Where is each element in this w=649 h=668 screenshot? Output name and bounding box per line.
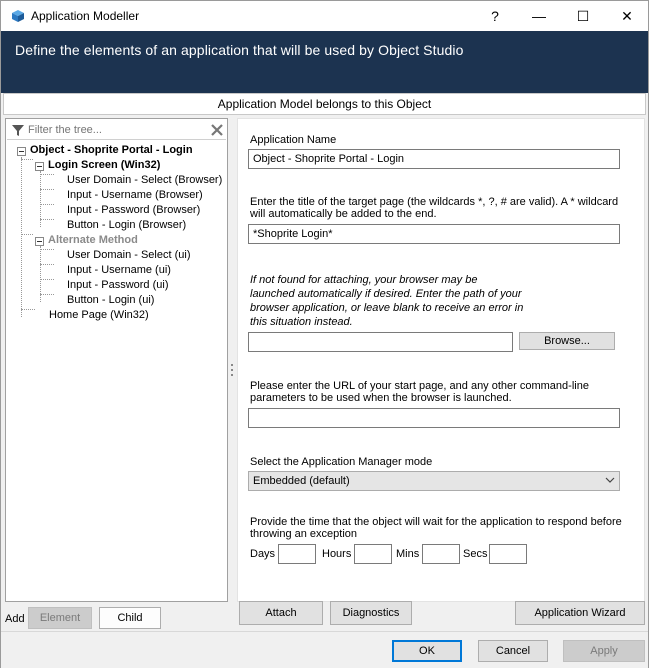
collapse-root-icon[interactable] xyxy=(17,147,26,156)
collapse-login-screen-icon[interactable] xyxy=(35,162,44,171)
path-label-line3: browser application, or leave blank to receive an error in xyxy=(250,302,524,314)
application-wizard-button[interactable]: Application Wizard xyxy=(515,601,645,625)
path-label-line4: this situation instead. xyxy=(250,316,353,328)
maximize-button[interactable]: ☐ xyxy=(576,7,590,24)
timeout-label-line1: Provide the time that the object will wait for the application to respond before xyxy=(250,516,622,528)
header-banner xyxy=(1,31,648,93)
title-bar xyxy=(1,1,648,31)
app-manager-mode-select[interactable] xyxy=(248,471,620,491)
minimize-button[interactable]: — xyxy=(532,8,546,24)
help-button[interactable]: ? xyxy=(491,8,499,24)
tree-node-login-browser[interactable]: Button - Login (Browser) xyxy=(67,219,187,231)
tree-node-user-domain-browser[interactable]: User Domain - Select (Browser) xyxy=(67,174,223,186)
tree-filter xyxy=(7,120,226,140)
timeout-label-line2: throwing an exception xyxy=(250,528,358,540)
cancel-button[interactable]: Cancel xyxy=(478,640,548,662)
attach-button[interactable]: Attach xyxy=(239,601,323,625)
hours-label: Hours xyxy=(322,548,352,560)
url-label-line2: parameters to be used when the browser is launched. xyxy=(250,392,512,404)
tree-node-home-page[interactable]: Home Page (Win32) xyxy=(49,309,149,321)
window-title: Application Modeller xyxy=(31,9,140,23)
dialog-button-bar xyxy=(1,631,648,668)
hours-input[interactable] xyxy=(354,544,392,564)
banner-text: Define the elements of an application that will be used by Object Studio xyxy=(15,42,464,58)
secs-label: Secs xyxy=(463,548,488,560)
mins-input[interactable] xyxy=(422,544,460,564)
window-title-input[interactable]: *Shoprite Login* xyxy=(248,224,620,244)
days-input[interactable] xyxy=(278,544,316,564)
chevron-down-icon xyxy=(605,475,615,485)
diagnostics-button[interactable]: Diagnostics xyxy=(330,601,412,625)
add-child-button[interactable]: Child xyxy=(99,607,161,629)
ok-button[interactable]: OK xyxy=(392,640,462,662)
tree-node-password-ui[interactable]: Input - Password (ui) xyxy=(67,279,169,291)
path-label-line1: If not found for attaching, your browser may be xyxy=(250,274,478,286)
tree-node-login-screen[interactable]: Login Screen (Win32) xyxy=(48,159,161,171)
mode-selected-value: Embedded (default) xyxy=(253,475,350,487)
browser-path-input[interactable] xyxy=(248,332,513,352)
tree-node-login-ui[interactable]: Button - Login (ui) xyxy=(67,294,155,306)
app-cube-icon xyxy=(11,9,25,23)
title-label-line2: will automatically be added to the end. xyxy=(250,208,437,220)
pane-splitter[interactable] xyxy=(230,361,234,391)
browse-button[interactable]: Browse... xyxy=(519,332,615,350)
properties-pane xyxy=(237,118,645,602)
add-element-button[interactable]: Element xyxy=(28,607,92,629)
app-name-input[interactable]: Object - Shoprite Portal - Login xyxy=(248,149,620,169)
tree-pane xyxy=(5,118,228,602)
mins-label: Mins xyxy=(396,548,420,560)
path-label-line2: launched automatically if desired. Enter the path of your xyxy=(250,288,522,300)
tree-node-root[interactable]: Object - Shoprite Portal - Login xyxy=(30,144,193,156)
tree-node-username-ui[interactable]: Input - Username (ui) xyxy=(67,264,171,276)
title-label-line1: Enter the title of the target page (the wildcards *, ?, # are valid). A * wildcard xyxy=(250,196,619,208)
filter-funnel-icon xyxy=(11,123,25,137)
tree-node-password-browser[interactable]: Input - Password (Browser) xyxy=(67,204,201,216)
url-label-line1: Please enter the URL of your start page, and any other command-line xyxy=(250,380,589,392)
object-strip: Application Model belongs to this Object xyxy=(3,93,646,115)
mode-label: Select the Application Manager mode xyxy=(250,456,433,468)
collapse-alternate-method-icon[interactable] xyxy=(35,237,44,246)
add-label: Add xyxy=(5,613,25,625)
tree-node-user-domain-ui[interactable]: User Domain - Select (ui) xyxy=(67,249,191,261)
tree-node-alternate-method[interactable]: Alternate Method xyxy=(48,234,138,246)
close-button[interactable]: ✕ xyxy=(621,7,633,24)
apply-button[interactable]: Apply xyxy=(563,640,645,662)
days-label: Days xyxy=(250,548,276,560)
clear-filter-icon[interactable] xyxy=(209,122,225,138)
secs-input[interactable] xyxy=(489,544,527,564)
app-name-label: Application Name xyxy=(250,134,337,146)
tree-filter-input[interactable] xyxy=(28,122,204,138)
start-url-input[interactable] xyxy=(248,408,620,428)
tree-node-username-browser[interactable]: Input - Username (Browser) xyxy=(67,189,203,201)
